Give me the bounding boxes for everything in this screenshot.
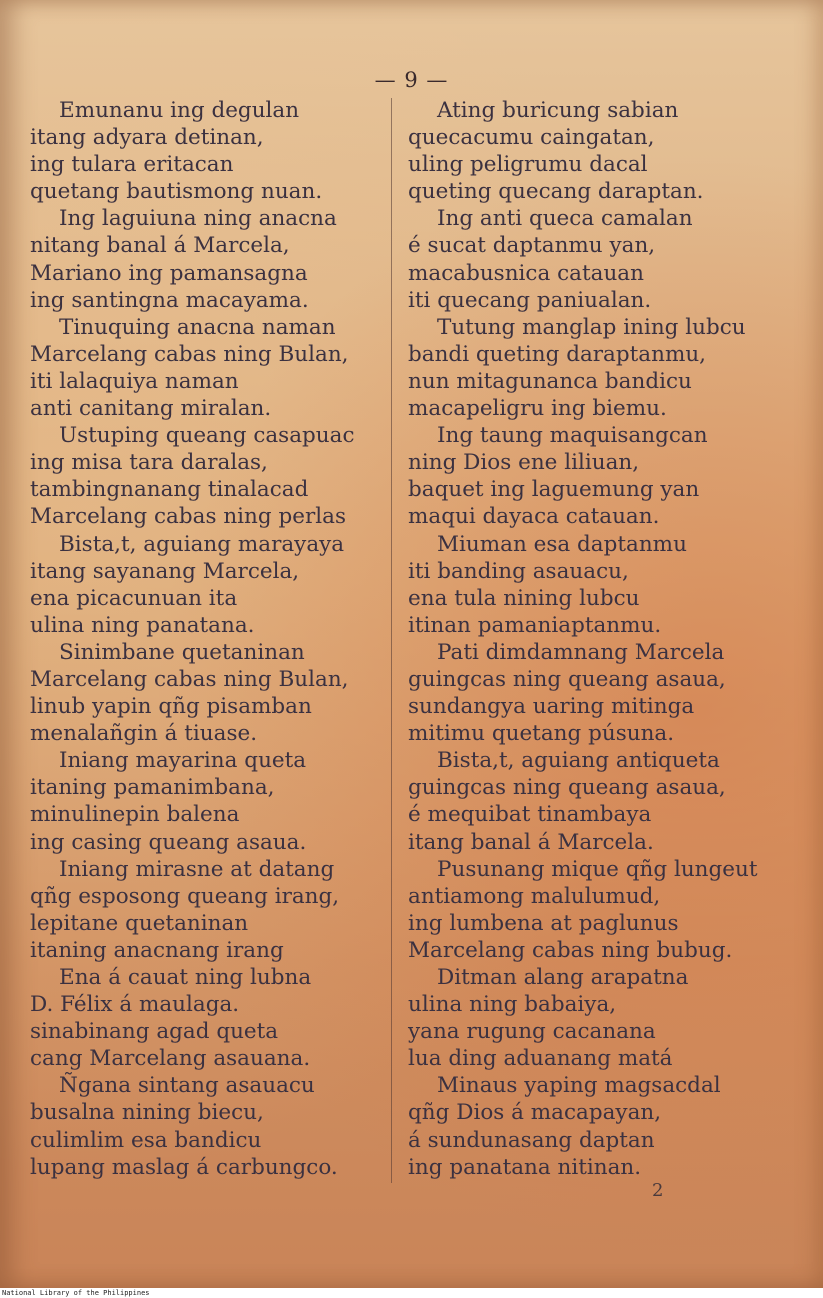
verse-line: ing lumbena at paglunus <box>408 910 679 936</box>
verse-line: anti canitang miralan. <box>30 396 272 422</box>
verse-line: mitimu quetang púsuna. <box>408 721 675 747</box>
verse-line: antiamong malulumud, <box>408 883 661 909</box>
verse-line: itaning anacnang irang <box>30 937 284 963</box>
verse-line: qñg esposong queang irang, <box>30 883 340 909</box>
verse-line: Marcelang cabas ning perlas <box>30 504 346 530</box>
verse-line: lepitane quetaninan <box>30 910 249 936</box>
verse-line: D. Félix á maulaga. <box>30 992 240 1018</box>
verse-line: ing casing queang asaua. <box>30 829 307 855</box>
verse-line: Pusunang mique qñg lungeut <box>437 856 758 882</box>
verse-line: Sinimbane quetaninan <box>59 639 305 665</box>
signature-mark: 2 <box>652 1180 664 1201</box>
verse-line: macabusnica catauan <box>408 260 644 286</box>
verse-line: ena picacunuan ita <box>30 585 238 611</box>
verse-line: Ing taung maquisangcan <box>437 423 708 449</box>
verse-line: itinan pamaniaptanmu. <box>408 612 662 638</box>
column-divider <box>391 98 392 1183</box>
verse-line: ing panatana nitinan. <box>408 1154 642 1180</box>
verse-line: é sucat daptanmu yan, <box>408 233 656 259</box>
verse-line: sinabinang agad queta <box>30 1019 279 1045</box>
verse-line: Mariano ing pamansagna <box>30 260 308 286</box>
verse-line: Iniang mayarina queta <box>59 748 307 774</box>
verse-line: sundangya uaring mitinga <box>408 694 695 720</box>
verse-line: ena tula nining lubcu <box>408 585 640 611</box>
verse-line: Ditman alang arapatna <box>437 965 689 990</box>
verse-line: ing tulara eritacan <box>30 152 234 178</box>
verse-line: qñg Dios á macapayan, <box>408 1100 662 1126</box>
verse-line: minulinepin balena <box>30 802 240 828</box>
verse-line: Marcelang cabas ning Bulan, <box>30 666 349 692</box>
verse-line: linub yapin qñg pisamban <box>30 694 312 720</box>
verse-line: iti banding asauacu, <box>408 558 629 584</box>
verse-line: Bista,t, aguiang marayaya <box>59 531 345 557</box>
verse-line: bandi queting daraptanmu, <box>408 341 707 367</box>
verse-line: Tutung manglap ining lubcu <box>437 314 746 340</box>
verse-line: Ustuping queang casapuac <box>59 423 355 449</box>
verse-line: Bista,t, aguiang antiqueta <box>437 748 720 774</box>
verse-line: guingcas ning queang asaua, <box>408 775 726 801</box>
verse-line: Iniang mirasne at datang <box>59 856 335 882</box>
verse-line: itang banal á Marcela. <box>408 829 654 855</box>
verse-line: Marcelang cabas ning bubug. <box>408 937 733 963</box>
verse-line: tambingnanang tinalacad <box>30 477 309 503</box>
verse-line: nitang banal á Marcela, <box>30 233 290 259</box>
verse-line: ning Dios ene liliuan, <box>408 450 640 476</box>
verse-line: lua ding aduanang matá <box>408 1046 673 1072</box>
verse-line: itaning pamanimbana, <box>30 775 275 801</box>
verse-line: uling peligrumu dacal <box>408 152 648 178</box>
page-number: — 9 — <box>374 68 449 92</box>
verse-line: iti lalaquiya naman <box>30 368 239 394</box>
verse-line: Pati dimdamnang Marcela <box>437 639 725 665</box>
verse-line: Miuman esa daptanmu <box>437 531 687 557</box>
verse-line: Tinuquing anacna naman <box>59 314 336 340</box>
verse-line: lupang maslag á carbungco. <box>30 1154 338 1180</box>
verse-line: macapeligru ing biemu. <box>408 396 667 422</box>
verse-line: Emunanu ing degulan <box>59 98 300 123</box>
verse-line: menalañgin á tiuase. <box>30 721 258 747</box>
verse-line: itang adyara detinan, <box>30 125 264 151</box>
verse-line: guingcas ning queang asaua, <box>408 666 726 692</box>
verse-line: ulina ning panatana. <box>30 612 255 638</box>
verse-line: ing santingna macayama. <box>30 287 309 313</box>
verse-line: Ena á cauat ning lubna <box>59 965 312 990</box>
footer-credit: National Library of the Philippines <box>2 1288 823 1298</box>
verse-line: baquet ing laguemung yan <box>408 477 700 503</box>
right-column <box>408 97 808 1181</box>
verse-line: é mequibat tinambaya <box>408 802 652 828</box>
verse-line: Marcelang cabas ning Bulan, <box>30 341 349 367</box>
verse-line: Ing laguiuna ning anacna <box>59 206 337 232</box>
verse-line: yana rugung cacanana <box>408 1019 656 1045</box>
verse-line: culimlim esa bandicu <box>30 1127 262 1153</box>
verse-line: Ñgana sintang asauacu <box>59 1073 315 1099</box>
verse-line: Ing anti queca camalan <box>437 206 693 232</box>
verse-line: ing misa tara daralas, <box>30 450 268 476</box>
verse-line: Minaus yaping magsacdal <box>437 1073 721 1099</box>
verse-line: itang sayanang Marcela, <box>30 558 300 584</box>
verse-line: nun mitagunanca bandicu <box>408 368 692 394</box>
verse-line: ulina ning babaiya, <box>408 992 617 1018</box>
verse-line: busalna nining biecu, <box>30 1100 264 1126</box>
verse-line: Ating buricung sabian <box>437 98 679 123</box>
left-column <box>30 97 375 1181</box>
verse-line: á sundunasang daptan <box>408 1127 655 1153</box>
verse-line: queting quecang daraptan. <box>408 179 704 205</box>
verse-line: iti quecang paniualan. <box>408 287 652 313</box>
verse-line: quecacumu caingatan, <box>408 125 655 151</box>
verse-line: maqui dayaca catauan. <box>408 504 660 530</box>
verse-line: quetang bautismong nuan. <box>30 179 323 205</box>
verse-line: cang Marcelang asauana. <box>30 1046 311 1072</box>
